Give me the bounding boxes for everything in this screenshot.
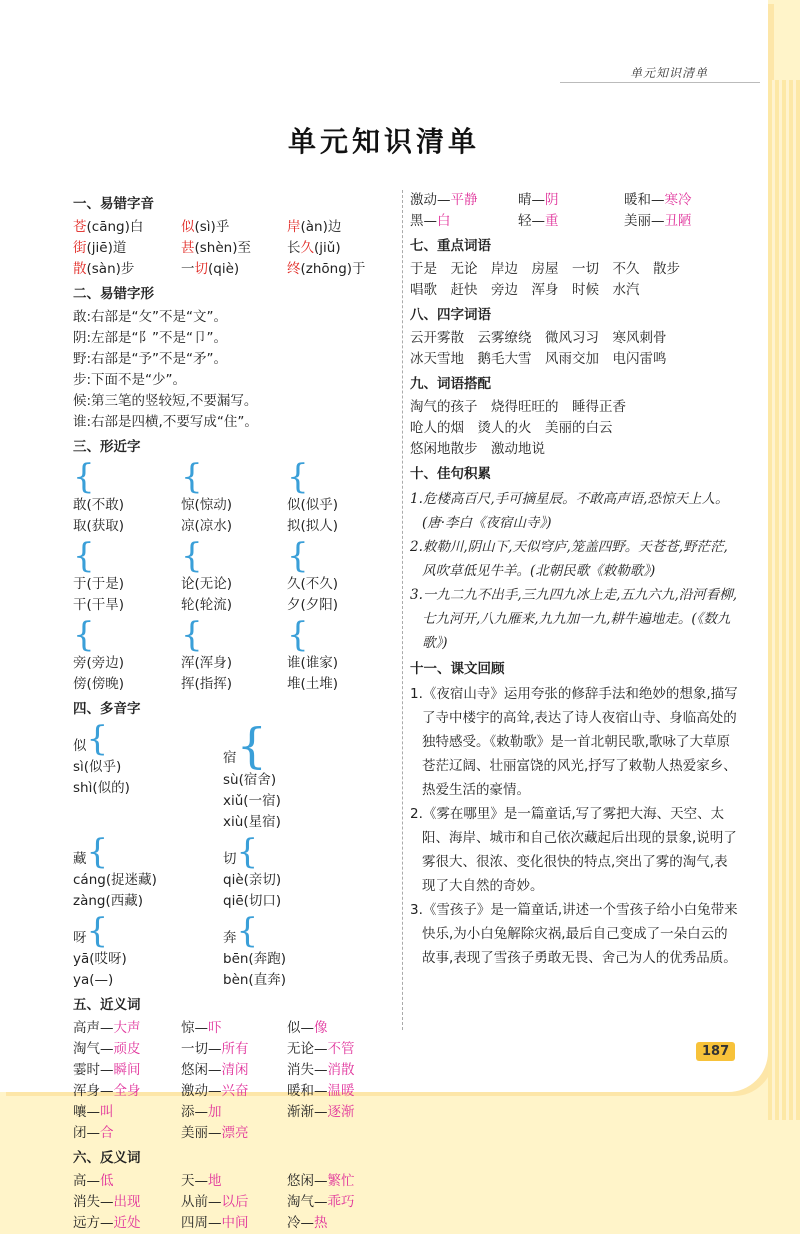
synonym-row [73, 1018, 393, 1039]
word-line: 唱歌 赶快 旁边 浑身 时候 水汽 [410, 282, 640, 298]
word: 从前— [181, 1194, 222, 1210]
answer-word: 温暖 [327, 1083, 355, 1099]
word: 冷— [287, 1215, 314, 1231]
similar-word: 浑(浑身) [181, 655, 233, 671]
answer-word: 合 [100, 1125, 114, 1141]
four-char-words [410, 328, 740, 370]
glyph-note: 候:第三笔的竖较短,不要漏写。 [73, 393, 258, 409]
reading: qiē(切口) [223, 893, 282, 909]
answer-word: 重 [545, 213, 559, 229]
section-heading: 十一、课文回顾 [410, 661, 505, 677]
polyphone-group [73, 911, 223, 991]
similar-pair [181, 653, 287, 695]
error-char: 终 [287, 261, 301, 277]
synonym-item [287, 1018, 393, 1039]
word: 美丽— [181, 1125, 222, 1141]
answer-word: 白 [437, 213, 451, 229]
similar-pair [73, 495, 181, 537]
answer-word: 兴奋 [221, 1083, 249, 1099]
word: 闭— [73, 1125, 100, 1141]
antonym-list-cont [410, 190, 740, 232]
antonym-row [73, 1192, 393, 1213]
numbered-item: 3.一九二九不出手,三九四九冰上走,五九六九,沿河看柳,七九河开,八九雁来,九九加一九,耕牛遍地走。(《数九歌》) [410, 587, 738, 651]
pron-item [181, 259, 287, 280]
section-heading: 七、重点词语 [410, 238, 491, 254]
similar-word: 挥(指挥) [181, 676, 233, 692]
polyphone-group [73, 719, 223, 833]
word: 消失— [287, 1062, 328, 1078]
brace-icon: { [287, 457, 309, 497]
numbered-item: 1.危楼高百尺,手可摘星辰。不敢高声语,恐惊天上人。(唐·李白《夜宿山寺》) [410, 491, 729, 531]
synonym-item [181, 1039, 287, 1060]
answer-word: 出现 [113, 1194, 141, 1210]
similar-pair [181, 574, 287, 616]
similar-row [73, 615, 393, 695]
synonym-item [73, 1018, 181, 1039]
antonym-row [73, 1213, 393, 1234]
antonym-item [181, 1192, 287, 1213]
similar-group [73, 615, 181, 695]
antonym-item [624, 190, 730, 211]
similar-pair [73, 574, 181, 616]
reading: xiù(星宿) [223, 814, 281, 830]
word-line: 淘气的孩子 烧得旺旺的 睡得正香 [410, 399, 626, 415]
antonym-item [624, 211, 730, 232]
numbered-item: 2.敕勒川,阴山下,天似穹庐,笼盖四野。天苍苍,野茫茫,风吹草低见牛羊。(北朝民歌《敕勒歌》) [410, 539, 728, 579]
numbered-item: 3.《雪孩子》是一篇童话,讲述一个雪孩子给小白兔带来快乐,为小白兔解除灾祸,最后自己变成了一朵白云的故事,表现了雪孩子勇敢无畏、舍己为人的优秀品质。 [410, 902, 738, 966]
reading: qiè(亲切) [223, 872, 282, 888]
reading-list [73, 757, 223, 799]
brace-icon: { [73, 457, 95, 497]
answer-word: 消散 [327, 1062, 355, 1078]
word: 无论— [287, 1041, 328, 1057]
word: 晴— [518, 192, 545, 208]
pron-row [73, 238, 393, 259]
word: 美丽— [624, 213, 665, 229]
similar-word: 干(干旱) [73, 597, 125, 613]
answer-word: 热 [314, 1215, 328, 1231]
synonym-item [73, 1123, 181, 1144]
antonym-list [73, 1171, 393, 1234]
text-review [410, 682, 740, 970]
similar-pair [181, 495, 287, 537]
word-line: 呛人的烟 烫人的火 美丽的白云 [410, 420, 613, 436]
page-number: 187 [696, 1042, 735, 1061]
reading-list [223, 870, 383, 912]
synonym-item [181, 1123, 287, 1144]
similar-word: 取(获取) [73, 518, 125, 534]
word: 一切— [181, 1041, 222, 1057]
antonym-item [410, 211, 518, 232]
similar-row [73, 536, 393, 616]
similar-group [73, 457, 181, 537]
glyph-note: 阴:左部是“阝”不是“卩”。 [73, 330, 228, 346]
glyph-note: 谁:右部是四横,不要写成“住”。 [73, 414, 258, 430]
word-line: 云开雾散 云雾缭绕 微风习习 寒风刺骨 [410, 330, 667, 346]
brace-icon: { [287, 536, 309, 576]
similar-char-list [73, 457, 393, 695]
similar-group [73, 536, 181, 616]
similar-pair [287, 495, 393, 537]
section-heading: 二、易错字形 [73, 286, 154, 302]
brace-icon: { [86, 911, 109, 951]
pron-item [287, 259, 393, 280]
similar-group [287, 536, 393, 616]
similar-pair [287, 574, 393, 616]
similar-word: 敢(不敢) [73, 497, 125, 513]
answer-word: 阴 [545, 192, 559, 208]
reading: bēn(奔跑) [223, 951, 286, 967]
pinyin-text: (sàn)步 [86, 261, 135, 277]
reading-list [223, 770, 383, 833]
plain-char: 长 [287, 240, 301, 256]
header-rule [560, 82, 760, 83]
word-pairs [410, 397, 740, 460]
polyphone-char: 奔 [223, 930, 237, 946]
answer-word: 繁忙 [327, 1173, 355, 1189]
brace-icon: { [86, 719, 109, 759]
answer-word: 以后 [221, 1194, 249, 1210]
word: 暖和— [287, 1083, 328, 1099]
synonym-item [181, 1018, 287, 1039]
synonym-item [73, 1060, 181, 1081]
answer-word: 大声 [113, 1020, 141, 1036]
answer-word: 瞬间 [113, 1062, 141, 1078]
similar-word: 拟(拟人) [287, 518, 339, 534]
error-char: 久 [300, 240, 314, 256]
similar-pair [73, 653, 181, 695]
numbered-item: 1.《夜宿山寺》运用夸张的修辞手法和绝妙的想象,描写了寺中楼宇的高耸,表达了诗人夜宿山寺、身临高处的独特感受。《敕勒歌》是一首北朝民歌,歌咏了大草原苍茫辽阔、壮丽富饶的风光,抒写了敕勒人热爱家乡、热爱生活的豪情。 [410, 686, 738, 798]
pron-row [73, 217, 393, 238]
polyphone-group [223, 911, 383, 991]
antonym-item [181, 1171, 287, 1192]
word: 远方— [73, 1215, 114, 1231]
antonym-item [73, 1192, 181, 1213]
column-divider [402, 190, 403, 1030]
similar-group [287, 457, 393, 537]
reading: cáng(捉迷藏) [73, 872, 157, 888]
pron-item [73, 238, 181, 259]
synonym-item [287, 1081, 393, 1102]
similar-group [181, 615, 287, 695]
answer-word: 漂亮 [221, 1125, 249, 1141]
running-header: 单元知识清单 [629, 66, 708, 80]
word: 添— [181, 1104, 208, 1120]
brace-icon: { [236, 718, 268, 774]
similar-word: 夕(夕阳) [287, 597, 339, 613]
word: 淘气— [287, 1194, 328, 1210]
synonym-row [73, 1039, 393, 1060]
word: 似— [287, 1020, 314, 1036]
answer-word: 中间 [221, 1215, 249, 1231]
similar-word: 似(似乎) [287, 497, 339, 513]
antonym-item [73, 1171, 181, 1192]
word: 消失— [73, 1194, 114, 1210]
similar-word: 凉(凉水) [181, 518, 233, 534]
antonym-item [287, 1171, 393, 1192]
antonym-item [287, 1213, 393, 1234]
pinyin-text: (shèn)至 [194, 240, 251, 256]
right-column [410, 190, 740, 970]
word: 嚷— [73, 1104, 100, 1120]
answer-word: 丑陋 [664, 213, 692, 229]
pinyin-text: (jiǔ) [314, 240, 341, 256]
synonym-item [181, 1081, 287, 1102]
polyphone-group [223, 832, 383, 912]
answer-word: 所有 [221, 1041, 249, 1057]
reading-list [73, 949, 223, 991]
reading: yā(哎呀) [73, 951, 127, 967]
antonym-item [518, 190, 624, 211]
brace-icon: { [181, 615, 203, 655]
word: 悠闲— [181, 1062, 222, 1078]
word-line: 冰天雪地 鹅毛大雪 风雨交加 电闪雷鸣 [410, 351, 667, 367]
word: 高声— [73, 1020, 114, 1036]
synonym-item [73, 1039, 181, 1060]
glyph-note: 步:下面不是“少”。 [73, 372, 187, 388]
section-heading: 四、多音字 [73, 701, 141, 717]
synonym-item [287, 1039, 393, 1060]
section-heading: 六、反义词 [73, 1150, 141, 1166]
polyphone-char: 似 [73, 738, 87, 754]
polyphone-group [73, 832, 223, 912]
plain-char: 一 [181, 261, 195, 277]
polyphone-char: 宿 [223, 750, 237, 766]
page-title: 单元知识清单 [287, 125, 480, 158]
reading: shì(似的) [73, 780, 130, 796]
error-pron-list [73, 217, 393, 280]
pinyin-text: (zhōng)于 [300, 261, 366, 277]
word: 暖和— [624, 192, 665, 208]
word: 浑身— [73, 1083, 114, 1099]
word: 激动— [410, 192, 451, 208]
similar-pair [287, 653, 393, 695]
pron-item [73, 259, 181, 280]
brace-icon: { [181, 536, 203, 576]
pron-item [287, 238, 393, 259]
pinyin-text: (cāng)白 [86, 219, 144, 235]
brace-icon: { [236, 832, 259, 872]
reading: ya(—) [73, 972, 114, 988]
section-heading: 五、近义词 [73, 997, 141, 1013]
synonym-item [287, 1060, 393, 1081]
similar-group [287, 615, 393, 695]
synonym-row [73, 1123, 393, 1144]
antonym-item [410, 190, 518, 211]
antonym-item [518, 211, 624, 232]
error-glyph-list [73, 307, 393, 433]
error-char: 岸 [287, 219, 301, 235]
similar-group [181, 457, 287, 537]
antonym-row [73, 1171, 393, 1192]
pinyin-text: (sì)乎 [194, 219, 230, 235]
synonym-list [73, 1018, 393, 1144]
section-heading: 九、词语搭配 [410, 376, 491, 392]
reading: sì(似乎) [73, 759, 122, 775]
similar-word: 轮(轮流) [181, 597, 233, 613]
word: 四周— [181, 1215, 222, 1231]
pron-item [287, 217, 393, 238]
word: 悠闲— [287, 1173, 328, 1189]
word: 惊— [181, 1020, 208, 1036]
similar-group [181, 536, 287, 616]
reading: sù(宿舍) [223, 772, 277, 788]
key-words [410, 259, 740, 301]
answer-word: 乖巧 [327, 1194, 355, 1210]
pron-item [181, 238, 287, 259]
error-char: 街 [73, 240, 87, 256]
antonym-item [287, 1192, 393, 1213]
answer-word: 不管 [327, 1041, 355, 1057]
brace-icon: { [73, 615, 95, 655]
section-heading: 三、形近字 [73, 439, 141, 455]
word: 黑— [410, 213, 437, 229]
word: 轻— [518, 213, 545, 229]
word: 渐渐— [287, 1104, 328, 1120]
polyphone-char: 切 [223, 851, 237, 867]
pinyin-text: (qiè) [208, 261, 240, 277]
synonym-item [181, 1060, 287, 1081]
polyphone-group [223, 718, 383, 833]
pinyin-text: (jiē)道 [86, 240, 127, 256]
polyphone-row [73, 718, 393, 833]
answer-word: 逐渐 [327, 1104, 355, 1120]
reading: bèn(直奔) [223, 972, 286, 988]
word-line: 于是 无论 岸边 房屋 一切 不久 散步 [410, 261, 680, 277]
word: 激动— [181, 1083, 222, 1099]
word: 淘气— [73, 1041, 114, 1057]
synonym-item [287, 1123, 393, 1144]
glyph-note: 野:右部是“予”不是“矛”。 [73, 351, 228, 367]
word-line: 悠闲地散步 激动地说 [410, 441, 545, 457]
word: 高— [73, 1173, 100, 1189]
similar-word: 论(无论) [181, 576, 233, 592]
answer-word: 寒冷 [664, 192, 692, 208]
antonym-row [410, 211, 740, 232]
similar-word: 旁(旁边) [73, 655, 125, 671]
answer-word: 像 [314, 1020, 328, 1036]
similar-word: 傍(傍晚) [73, 676, 125, 692]
answer-word: 清闲 [221, 1062, 249, 1078]
answer-word: 平静 [450, 192, 478, 208]
section-heading: 十、佳句积累 [410, 466, 491, 482]
brace-icon: { [287, 615, 309, 655]
reading-list [73, 870, 223, 912]
error-char: 散 [73, 261, 87, 277]
error-char: 似 [181, 219, 195, 235]
similar-row [73, 457, 393, 537]
reading-list [223, 949, 383, 991]
brace-icon: { [181, 457, 203, 497]
similar-word: 于(于是) [73, 576, 125, 592]
antonym-item [73, 1213, 181, 1234]
word: 天— [181, 1173, 208, 1189]
answer-word: 全身 [113, 1083, 141, 1099]
error-char: 甚 [181, 240, 195, 256]
synonym-item [73, 1081, 181, 1102]
section-heading: 一、易错字音 [73, 196, 154, 212]
answer-word: 地 [208, 1173, 222, 1189]
pron-item [73, 217, 181, 238]
similar-word: 堆(土堆) [287, 676, 339, 692]
polyphone-char: 呀 [73, 930, 87, 946]
polyphone-char: 藏 [73, 851, 87, 867]
answer-word: 近处 [113, 1215, 141, 1231]
pron-row [73, 259, 393, 280]
answer-word: 顽皮 [113, 1041, 141, 1057]
answer-word: 加 [208, 1104, 222, 1120]
left-column [73, 190, 393, 1234]
similar-word: 久(不久) [287, 576, 339, 592]
pinyin-text: (àn)边 [300, 219, 342, 235]
error-char: 切 [194, 261, 208, 277]
reading: xiǔ(一宿) [223, 793, 281, 809]
similar-word: 惊(惊动) [181, 497, 233, 513]
pron-item [181, 217, 287, 238]
polyphone-row [73, 832, 393, 912]
synonym-row [73, 1060, 393, 1081]
reading: zàng(西藏) [73, 893, 144, 909]
answer-word: 吓 [208, 1020, 222, 1036]
page-edge-decoration [768, 80, 800, 1120]
brace-icon: { [236, 911, 259, 951]
glyph-note: 敢:右部是“攵”不是“文”。 [73, 309, 228, 325]
section-heading: 八、四字词语 [410, 307, 491, 323]
antonym-item [181, 1213, 287, 1234]
answer-word: 叫 [100, 1104, 114, 1120]
similar-word: 谁(谁家) [287, 655, 339, 671]
numbered-item: 2.《雾在哪里》是一篇童话,写了雾把大海、天空、太阳、海岸、城市和自己依次藏起后出现的景象,说明了雾很大、很浓、变化很快的特点,突出了雾的淘气,表现了大自然的奇妙。 [410, 806, 737, 894]
answer-word: 低 [100, 1173, 114, 1189]
error-char: 苍 [73, 219, 87, 235]
polyphone-list [73, 718, 393, 991]
antonym-row [410, 190, 740, 211]
brace-icon: { [73, 536, 95, 576]
brace-icon: { [86, 832, 109, 872]
synonym-row [73, 1081, 393, 1102]
good-sentences [410, 487, 740, 655]
word: 霎时— [73, 1062, 114, 1078]
polyphone-row [73, 911, 393, 991]
